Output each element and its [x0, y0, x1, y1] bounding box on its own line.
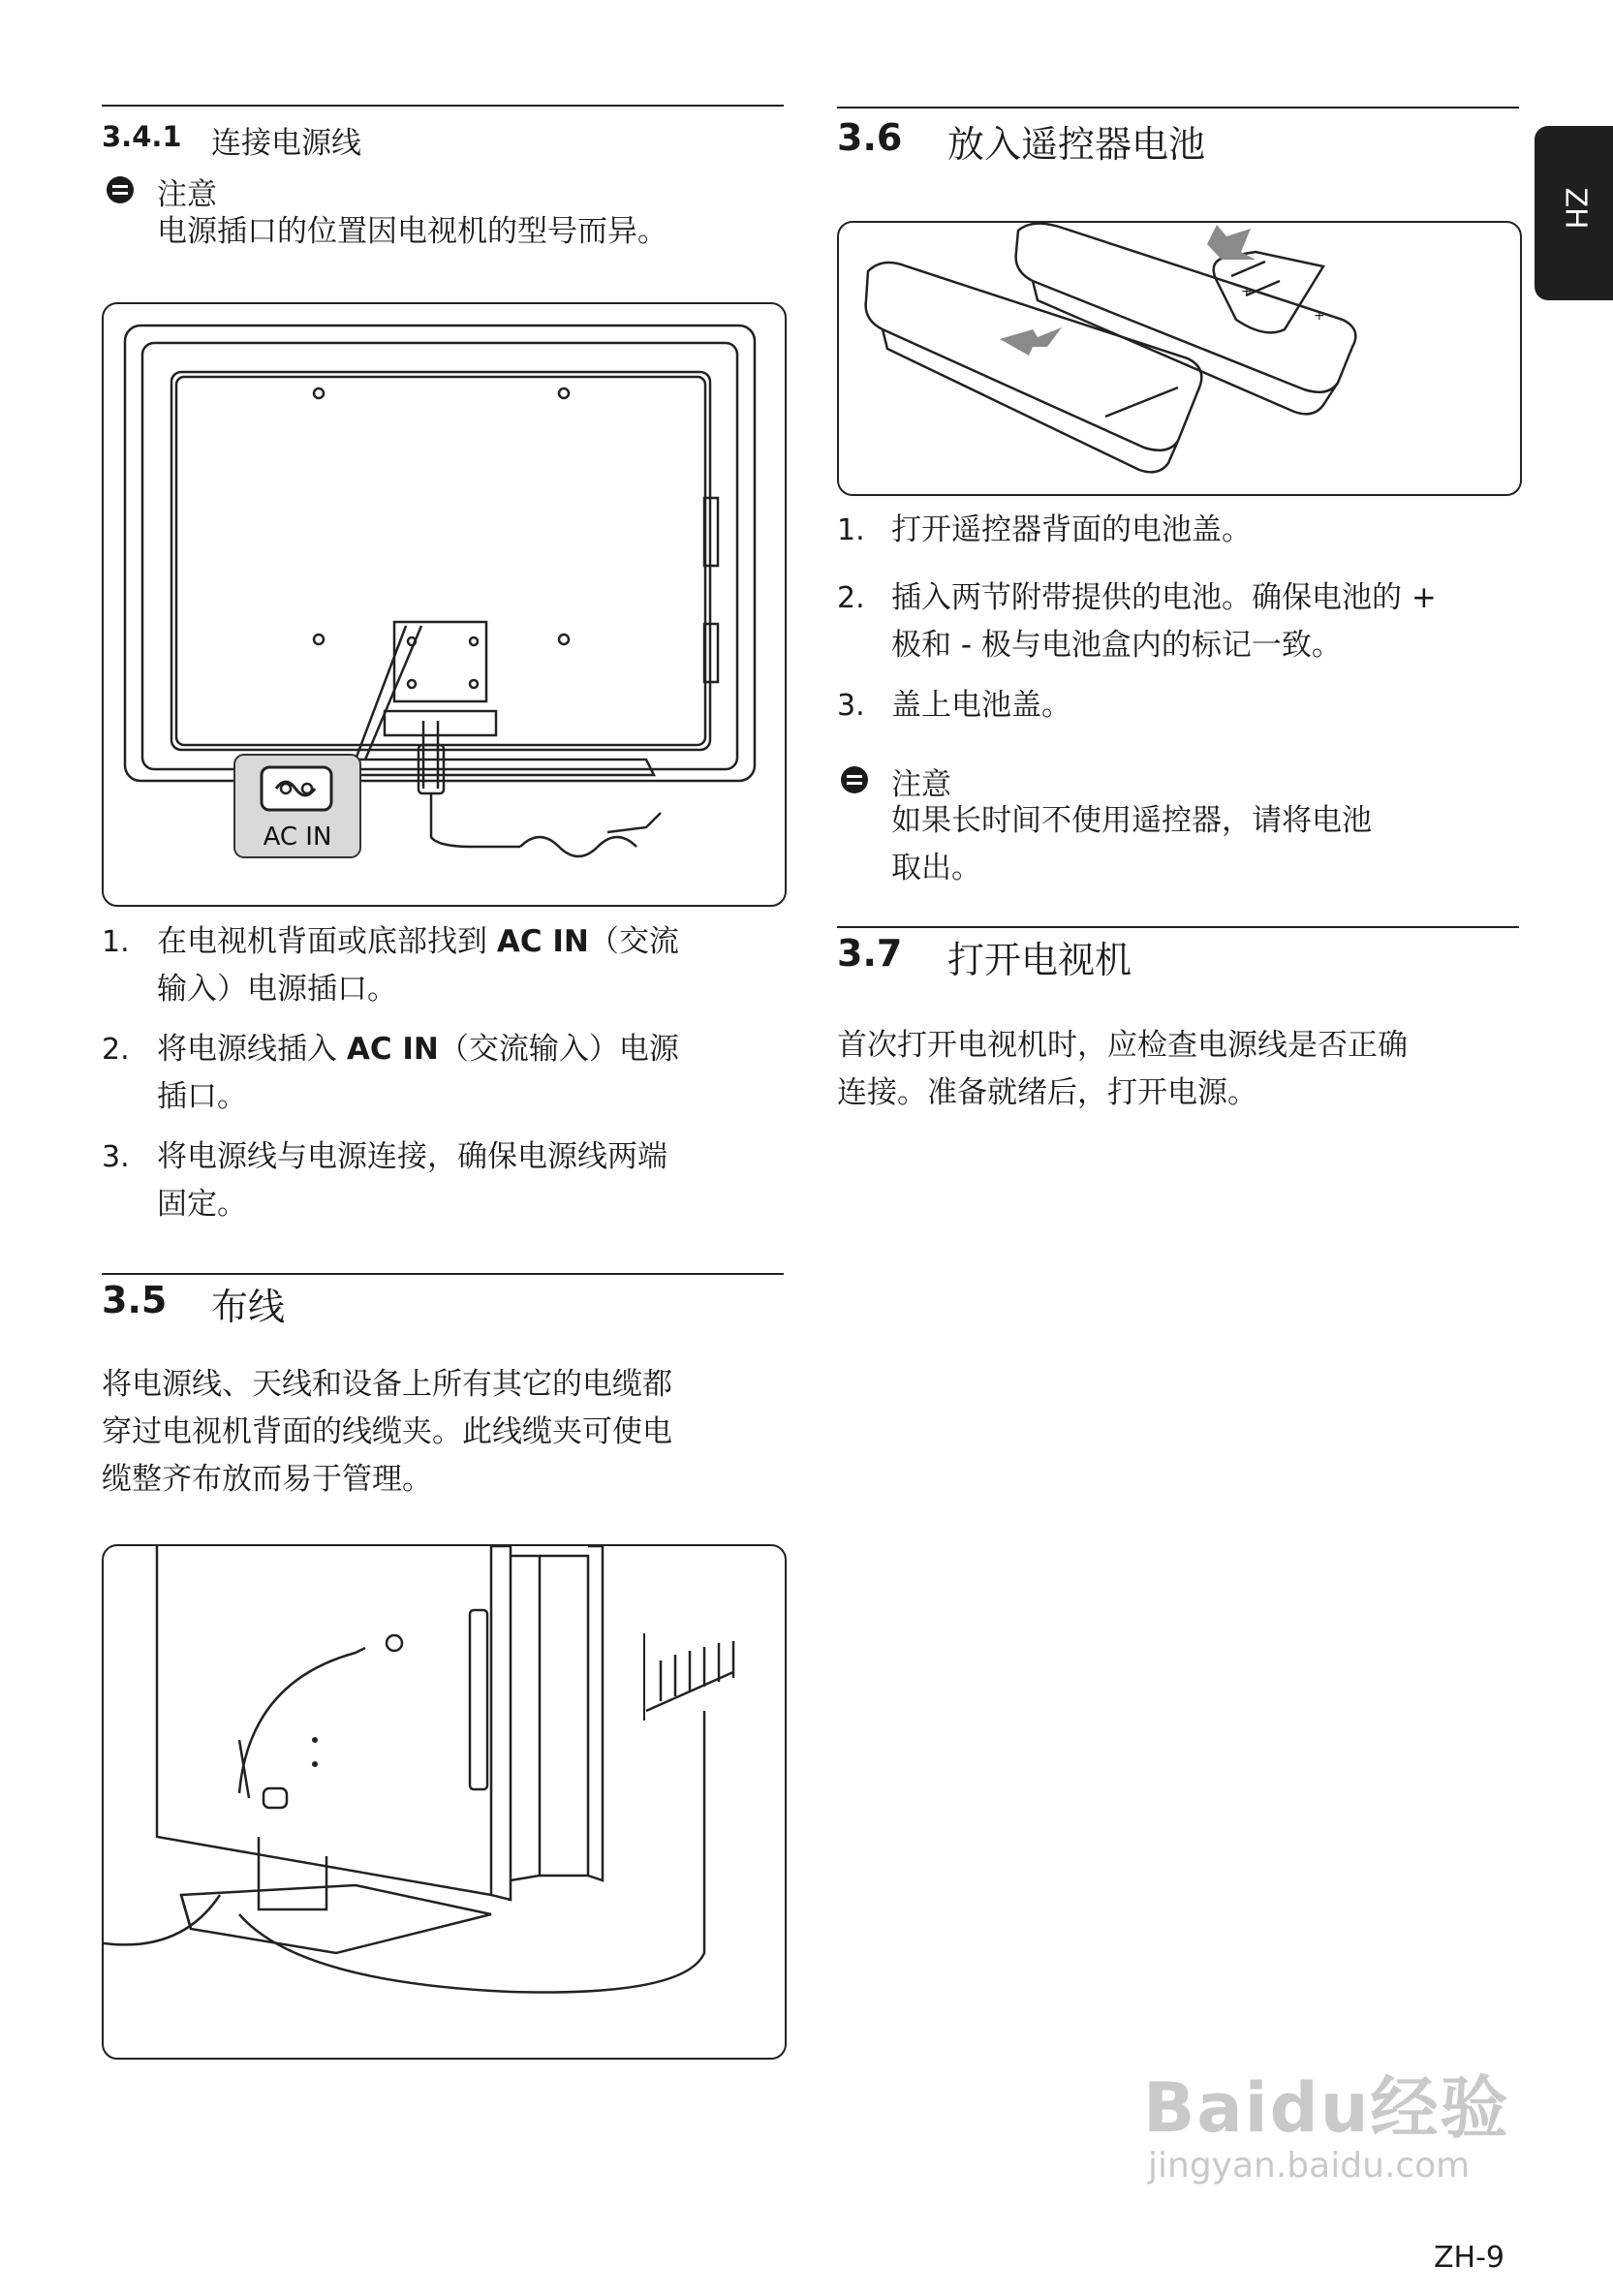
step-text: 盖上电池盖。	[891, 688, 1071, 723]
step-number: 2.	[837, 581, 865, 615]
section-rule	[837, 107, 1519, 109]
section-title: 连接电源线	[211, 126, 361, 161]
tv-back-illustration	[104, 304, 785, 905]
language-tab-label: ZH	[1558, 187, 1593, 230]
paragraph: 首次打开电视机时，应检查电源线是否正确 连接。准备就绪后，打开电源。	[837, 1028, 1408, 1110]
svg-text:+: +	[1241, 284, 1253, 299]
step-text: 将电源线插入 AC IN（交流输入）电源 插口。	[157, 1032, 679, 1114]
note-icon	[841, 766, 868, 793]
cable-routing-figure	[102, 1544, 787, 2060]
ac-in-keyword: AC IN	[346, 1032, 439, 1067]
section-title: 打开电视机	[947, 939, 1132, 981]
note-icon	[107, 176, 134, 203]
baidu-watermark-url: jingyan.baidu.com	[1148, 2146, 1471, 2186]
step-number: 1.	[837, 513, 865, 547]
note-text: 如果长时间不使用遥控器，请将电池 取出。	[891, 803, 1372, 885]
section-number: 3.7	[837, 932, 903, 975]
note-label: 注意	[157, 177, 217, 212]
section-title: 布线	[211, 1286, 286, 1328]
section-number: 3.4.1	[102, 120, 182, 153]
note-label: 注意	[891, 767, 951, 802]
ac-in-label: AC IN	[263, 822, 332, 852]
section-rule	[102, 1273, 784, 1275]
step-number: 3.	[102, 1140, 130, 1174]
step-number: 1.	[102, 925, 130, 959]
step-text: 打开遥控器背面的电池盖。	[891, 512, 1252, 547]
section-rule	[837, 926, 1519, 928]
step-text: 插入两节附带提供的电池。确保电池的 + 极和 - 极与电池盒内的标记一致。	[891, 580, 1437, 663]
baidu-watermark-logo: Baidu经验	[1143, 2068, 1510, 2148]
section-title: 放入遥控器电池	[947, 123, 1206, 166]
note-text: 电源插口的位置因电视机的型号而异。	[157, 214, 667, 249]
step-text: 将电源线与电源连接，确保电源线两端 固定。	[157, 1139, 667, 1222]
tv-back-figure	[102, 302, 787, 907]
remote-battery-illustration	[839, 223, 1520, 494]
section-rule	[102, 105, 784, 107]
paragraph: 将电源线、天线和设备上所有其它的电缆都 穿过电视机背面的线缆夹。此线缆夹可使电 缆整齐布放而易于管理。	[102, 1367, 672, 1497]
ac-in-keyword: AC IN	[496, 924, 589, 959]
svg-text:+: +	[1314, 308, 1325, 324]
step-number: 3.	[837, 689, 865, 723]
cable-routing-illustration	[104, 1546, 785, 2058]
step-text: 在电视机背面或底部找到 AC IN（交流 输入）电源插口。	[157, 924, 679, 1007]
remote-battery-figure	[837, 221, 1522, 496]
section-number: 3.5	[102, 1279, 168, 1321]
language-tab	[1535, 126, 1613, 300]
page-number: ZH-9	[1434, 2241, 1505, 2275]
section-number: 3.6	[837, 116, 903, 159]
step-number: 2.	[102, 1033, 130, 1067]
